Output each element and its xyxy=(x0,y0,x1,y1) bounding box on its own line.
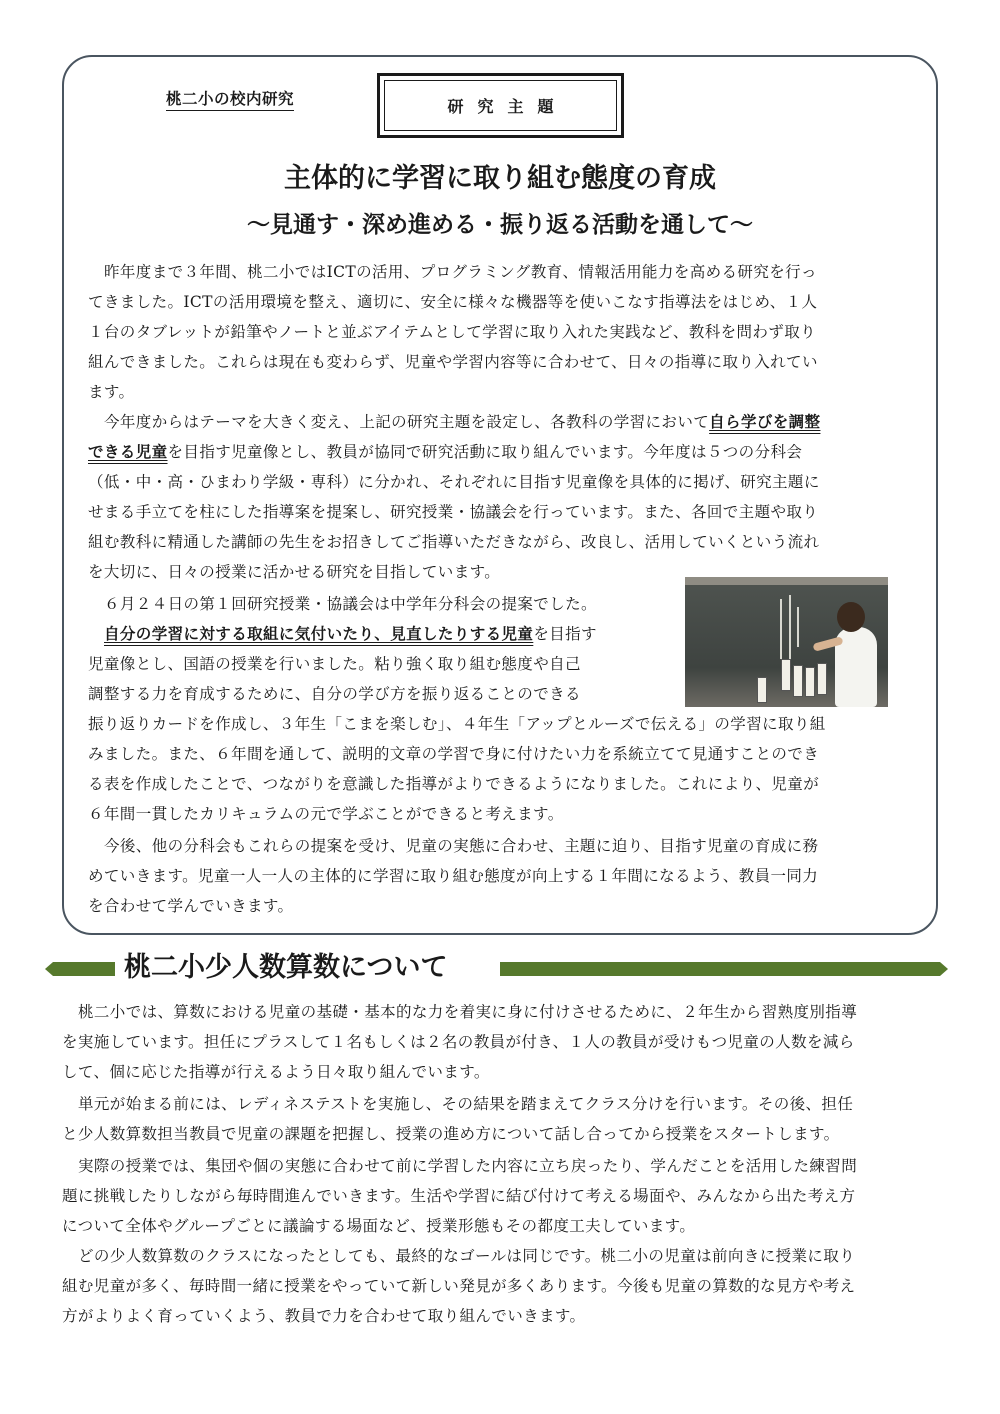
heading-bar-right xyxy=(500,962,948,976)
research-line: を大切に、日々の授業に活かせる研究を目指しています。 xyxy=(88,563,501,581)
research-line: （低・中・高・ひまわり学級・専科）に分かれ、それぞれに目指す児童像を具体的に掲げ、研究主題に xyxy=(88,473,820,491)
theme-label: 研究主題 xyxy=(384,80,617,131)
research-line: ６月２４日の第１回研究授業・協議会は中学年分科会の提案でした。 xyxy=(104,595,597,613)
main-title: 主体的に学習に取り組む態度の育成 xyxy=(284,163,716,194)
photo-card xyxy=(757,677,767,703)
research-line: みました。また、６年間を通して、説明的文章の学習で身に付けたい力を系統立てて見通すことのでき xyxy=(88,745,820,763)
photo-card xyxy=(805,667,815,697)
math-line: 単元が始まる前には、レディネステストを実施し、その結果を踏まえてクラス分けを行います。その後、担任 xyxy=(78,1095,854,1113)
research-line xyxy=(104,624,597,644)
highlight-text: 自ら学びを調整 xyxy=(709,412,821,431)
research-line: てきました。ICTの活用環境を整え、適切に、安全に様々な機器等を使いこなす指導法をはじめ、１人 xyxy=(88,293,818,311)
section-tag: 桃二小の校内研究 xyxy=(166,87,294,111)
math-line: を実施しています。担任にプラスして１名もしくは２名の教員が付き、１人の教員が受けもつ児童の人数を減ら xyxy=(62,1033,855,1051)
math-line: どの少人数算数のクラスになったとしても、最終的なゴールは同じです。桃二小の児童は前向きに授業に取り xyxy=(78,1247,856,1265)
research-text: 今年度からはテーマを大きく変え、上記の研究主題を設定し、各教科の学習において xyxy=(104,413,710,431)
research-line: 昨年度まで３年間、桃二小ではICTの活用、プログラミング教育、情報活用能力を高める研究を行っ xyxy=(104,263,817,281)
highlight-text: 自分の学習に対する取組に気付いたり、見直したりする児童 xyxy=(104,624,534,643)
classroom-photo xyxy=(685,577,888,707)
theme-label-box xyxy=(377,73,624,138)
photo-card xyxy=(781,659,791,691)
math-line: 方がよりよく育っていくよう、教員で力を合わせて取り組んでいきます。 xyxy=(62,1307,586,1325)
math-line: 題に挑戦したりしながら毎時間進んでいきます。生活や学習に結び付けて考える場面や、みんなから出た考え方 xyxy=(62,1187,856,1205)
photo-board-frame xyxy=(685,577,888,585)
research-line: 児童像とし、国語の授業を行いました。粘り強く取り組む態度や自己 xyxy=(88,655,581,673)
photo-teacher-head xyxy=(837,602,865,632)
research-line xyxy=(88,442,802,462)
research-line xyxy=(104,412,820,432)
research-line: １台のタブレットが鉛筆やノートと並ぶアイテムとして学習に取り入れた実践など、教科を問わず取り xyxy=(88,323,816,341)
sub-title: ～見通す・深め進める・振り返る活動を通して～ xyxy=(247,212,753,238)
math-line: について全体やグループごとに議論する場面など、授業形態もその都度工夫しています。 xyxy=(62,1217,696,1235)
math-line: 実際の授業では、集団や個の実態に合わせて前に学習した内容に立ち戻ったり、学んだことを活用した練習問 xyxy=(78,1157,858,1175)
section-heading: 桃二小少人数算数について xyxy=(124,952,448,983)
research-line: せまる手立てを柱にした指導案を提案し、研究授業・協議会を行っています。また、各回で主題や取り xyxy=(88,503,819,521)
research-line: 振り返りカードを作成し、３年生「こまを楽しむ」、４年生「アップとルーズで伝える」の学習に取り組 xyxy=(88,715,826,733)
research-line: る表を作成したことで、つながりを意識した指導がよりできるようになりました。これにより、児童が xyxy=(88,775,820,793)
research-line: 組む教科に精通した講師の先生をお招きしてご指導いただきながら、改良し、活用していくという流れ xyxy=(88,533,820,551)
research-text: を目指す児童像とし、教員が協同で研究活動に取り組んでいます。今年度は５つの分科会 xyxy=(167,443,803,461)
photo-chalk-mark xyxy=(780,599,782,659)
research-line: ます。 xyxy=(88,383,135,401)
math-line: 桃二小では、算数における児童の基礎・基本的な力を着実に身に付けさせるために、２年生から習熟度別指導 xyxy=(78,1003,858,1021)
research-line: を合わせて学んでいきます。 xyxy=(88,897,294,915)
heading-bar-left xyxy=(45,962,115,976)
highlight-text: できる児童 xyxy=(88,442,168,461)
research-text: を目指す xyxy=(533,625,597,643)
research-line: 調整する力を育成するために、自分の学び方を振り返ることのできる xyxy=(88,685,581,703)
math-line: して、個に応じた指導が行えるよう日々取り組んでいます。 xyxy=(62,1063,490,1081)
math-line: 組む児童が多く、毎時間一緒に授業をやっていて新しい発見が多くあります。今後も児童の算数的な見方や考え xyxy=(62,1277,856,1295)
photo-card xyxy=(793,665,803,697)
math-line: と少人数算数担当教員で児童の課題を把握し、授業の進め方について話し合ってから授業をスタートします。 xyxy=(62,1125,840,1143)
photo-card xyxy=(817,663,827,695)
research-line: 今後、他の分科会もこれらの提案を受け、児童の実態に合わせ、主題に迫り、目指す児童の育成に務 xyxy=(104,837,819,855)
research-line: ６年間一貫したカリキュラムの元で学ぶことができると考えます。 xyxy=(88,805,564,823)
research-line: めていきます。児童一人一人の主体的に学習に取り組む態度が向上する１年間になるよう、教員一同力 xyxy=(88,867,819,885)
photo-chalk-mark xyxy=(789,595,791,665)
photo-chalk-mark xyxy=(797,607,799,647)
research-line: 組んできました。これらは現在も変わらず、児童や学習内容等に合わせて、日々の指導に取り入れてい xyxy=(88,353,818,371)
